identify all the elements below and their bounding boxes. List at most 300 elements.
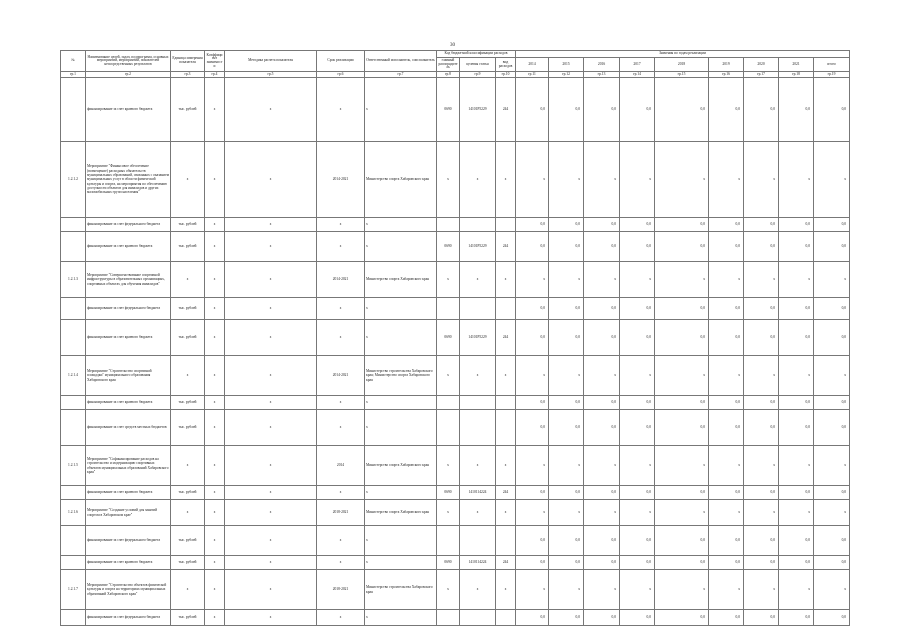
table-cell: х [225,298,317,320]
table-cell: х [205,232,225,262]
table-cell: финансирование за счет краевого бюджета [86,232,171,262]
table-cell: х [620,446,655,486]
table-cell: 2014-2021 [317,142,365,218]
table-cell: х [437,570,460,610]
table-cell: х [225,526,317,556]
table-cell: х [225,218,317,232]
table-cell: х [744,570,779,610]
table-cell: х [744,262,779,298]
table-cell: Министерство спорта Хабаровского края [365,446,437,486]
table-cell: 1.2.1.3 [61,262,86,298]
header-year: 2020 [744,58,779,72]
table-cell: финансирование за счет федерального бюджета [86,526,171,556]
table-cell: х [225,262,317,298]
table-cell: х [205,78,225,142]
table-cell: 0,0 [584,526,620,556]
table-cell: х [549,446,584,486]
table-cell: х [365,232,437,262]
table-cell: х [709,142,744,218]
header-name: Наименование целей, задач, подпрограмм, основных мероприятий, мероприятий, показателей непосредственных результатов [86,51,171,72]
table-cell: 0,0 [814,410,850,446]
table-cell: тыс. рублей [171,218,205,232]
table-cell: х [814,356,850,396]
table-cell: 244 [496,232,516,262]
table-cell: х [655,500,709,526]
table-cell: 0,0 [709,486,744,500]
table-row [61,232,850,262]
table-cell: х [549,500,584,526]
table-cell: 0,0 [584,486,620,500]
column-number: гр.1 [61,72,86,78]
table-cell [496,218,516,232]
table-cell: х [709,570,744,610]
table-cell: 0,0 [744,410,779,446]
table-cell: х [171,500,205,526]
table-cell: х [205,446,225,486]
header-budget-col: целевая статья [460,58,496,72]
table-cell: тыс. рублей [171,396,205,410]
table-cell [61,396,86,410]
table-cell: х [365,298,437,320]
table-cell: 0,0 [814,556,850,570]
table-cell [460,526,496,556]
table-cell: х [744,356,779,396]
table-cell: х [317,232,365,262]
column-number: гр.7 [365,72,437,78]
header-coef: Коэффициент значимости [205,51,225,72]
table-cell: 0,0 [549,556,584,570]
table-row [61,320,850,356]
table-cell: х [516,142,549,218]
page-number: 30 [450,43,455,48]
table-cell: тыс. рублей [171,78,205,142]
table-cell: 244 [496,556,516,570]
table-cell: х [205,556,225,570]
table-cell: 0,0 [779,218,814,232]
column-number: гр.10 [496,72,516,78]
table-cell: х [437,262,460,298]
table-cell: х [814,446,850,486]
table-cell: 0,0 [516,486,549,500]
table-cell: х [779,446,814,486]
table-cell [496,396,516,410]
table-cell: х [317,218,365,232]
table-cell: финансирование за счет краевого бюджета [86,486,171,500]
table-cell: 0,0 [620,218,655,232]
table-cell: 0,0 [584,232,620,262]
table-row [61,500,850,526]
table-cell: х [171,142,205,218]
table-cell: финансирование за счет краевого бюджета [86,78,171,142]
column-number: гр.19 [814,72,850,78]
header-responsible: Ответственный исполнитель, соисполнитель [365,51,437,72]
table-cell: х [549,570,584,610]
table-cell [460,298,496,320]
table-cell: 0,0 [814,486,850,500]
table-cell: 0,0 [516,396,549,410]
table-cell: 0,0 [516,320,549,356]
table-cell: 0,0 [814,396,850,410]
table-cell: 0,0 [549,218,584,232]
table-cell: 0,0 [744,556,779,570]
table-cell: х [205,526,225,556]
table-cell: 0690 [437,78,460,142]
table-cell: 0690 [437,486,460,500]
table-row [61,356,850,396]
table-cell: х [205,142,225,218]
table-cell: 0,0 [584,320,620,356]
table-cell: х [225,320,317,356]
table-cell: х [460,142,496,218]
table-cell: 0,0 [549,232,584,262]
column-number: гр.13 [584,72,620,78]
table-cell: х [317,610,365,626]
table-cell [61,486,86,500]
table-cell: 0,0 [814,298,850,320]
table-cell: 0,0 [655,410,709,446]
table-cell: х [317,486,365,500]
table-cell: 14101Р5229 [460,232,496,262]
table-cell: 244 [496,320,516,356]
table-cell: х [584,446,620,486]
table-cell: х [225,500,317,526]
table-row [61,556,850,570]
table-cell: 0,0 [516,78,549,142]
header-budget-col: главный распорядитель [437,58,460,72]
table-cell: х [516,262,549,298]
table-cell: х [205,570,225,610]
header-unit: Единица измерения показателя [171,51,205,72]
table-cell: х [744,446,779,486]
table-cell: финансирование за счет краевого бюджета [86,320,171,356]
table-cell: 0,0 [779,556,814,570]
table-cell [61,298,86,320]
table-cell: 0,0 [655,298,709,320]
table-cell: х [205,410,225,446]
table-cell: х [365,396,437,410]
table-cell: х [225,486,317,500]
table-cell: 0,0 [549,526,584,556]
table-row [61,526,850,556]
table-cell: х [317,78,365,142]
table-cell: тыс. рублей [171,486,205,500]
table-cell: х [205,396,225,410]
column-number: гр.17 [744,72,779,78]
table-cell: 0,0 [814,78,850,142]
table-cell: х [584,262,620,298]
table-cell: Мероприятие "Создание условий для занятий спортом в Хабаровском крае" [86,500,171,526]
table-cell: х [205,356,225,396]
table-cell: 0,0 [779,232,814,262]
table-cell: х [437,356,460,396]
table-cell: Мероприятие "Строительство спортивной площадки" муниципального образования Хабаровского края [86,356,171,396]
table-cell: х [655,570,709,610]
header-year: 2015 [549,58,584,72]
table-cell [61,410,86,446]
table-cell: 0,0 [620,410,655,446]
table-cell: 0,0 [744,232,779,262]
table-cell: х [317,526,365,556]
table-cell: х [317,396,365,410]
table-cell: 0,0 [516,298,549,320]
column-number: гр.9 [460,72,496,78]
table-cell: 2014-2021 [317,262,365,298]
header-year: 2019 [709,58,744,72]
table-cell: х [225,446,317,486]
table-cell: х [317,320,365,356]
table-cell: тыс. рублей [171,298,205,320]
column-number: гр.18 [779,72,814,78]
table-cell: Министерство строительства Хабаровского края [365,570,437,610]
table-cell: х [496,570,516,610]
table-row [61,78,850,142]
table-cell: 0,0 [744,486,779,500]
table-cell: 0,0 [584,410,620,446]
table-cell: 0,0 [709,298,744,320]
table-cell: тыс. рублей [171,526,205,556]
table-cell: х [460,570,496,610]
table-row [61,446,850,486]
table-cell: 0,0 [709,232,744,262]
table-cell: 0,0 [620,486,655,500]
table-cell: 0,0 [584,610,620,626]
header-budget-group: Код бюджетной классификации расходов [437,51,516,58]
table-row [61,396,850,410]
table-cell: 0,0 [620,78,655,142]
table-cell [496,298,516,320]
table-cell: 0,0 [549,396,584,410]
table-cell: 0,0 [620,320,655,356]
table-cell: 2014-2021 [317,356,365,396]
table-cell: х [779,262,814,298]
table-cell: х [225,142,317,218]
table-cell: 1410114224 [460,486,496,500]
table-cell: 0,0 [779,78,814,142]
column-number: гр.8 [437,72,460,78]
table-cell: 1410114224 [460,556,496,570]
table-cell: 0,0 [655,78,709,142]
table-cell: 1.2.1.2 [61,142,86,218]
table-cell: х [744,142,779,218]
table-cell: 14101Р5229 [460,78,496,142]
table-cell: х [620,262,655,298]
table-cell: х [225,78,317,142]
table-cell: 0,0 [779,526,814,556]
table-cell: 0,0 [549,610,584,626]
table-cell: 0,0 [584,298,620,320]
table-cell: 0,0 [655,218,709,232]
table-cell: 0,0 [779,486,814,500]
table-cell: х [814,500,850,526]
header-year: 2018 [655,58,709,72]
table-cell: х [496,356,516,396]
column-number: гр.11 [516,72,549,78]
table-cell [61,78,86,142]
table-cell: х [365,78,437,142]
table-cell: Министерство спорта Хабаровского края [365,262,437,298]
table-cell: 0,0 [620,556,655,570]
table-cell: 0,0 [709,218,744,232]
column-number: гр.4 [205,72,225,78]
header-year: 2021 [779,58,814,72]
table-cell: х [584,142,620,218]
table-cell: х [365,556,437,570]
table-cell [496,410,516,446]
table-cell: 0,0 [709,556,744,570]
table-cell [437,298,460,320]
table-cell: финансирование за счет средств местных бюджетов [86,410,171,446]
table-cell: х [620,142,655,218]
column-number: гр.16 [709,72,744,78]
table-cell [437,218,460,232]
table-row [61,486,850,500]
table-cell: х [225,356,317,396]
table-cell: х [365,410,437,446]
table-cell: 0,0 [779,410,814,446]
table-cell: 0,0 [709,410,744,446]
table-cell: 0,0 [655,556,709,570]
table-cell: х [620,500,655,526]
table-cell: 0,0 [584,78,620,142]
table-cell: 1.2.1.6 [61,500,86,526]
table-cell: х [516,446,549,486]
table-cell: Министерство строительства Хабаровского края; Министерство спорта Хабаровского края [365,356,437,396]
table-cell: х [779,500,814,526]
header-year: 2014 [516,58,549,72]
header-year: итого [814,58,850,72]
table-cell: х [709,262,744,298]
table-cell [61,320,86,356]
table-cell: финансирование за счет краевого бюджета [86,396,171,410]
table-cell [460,610,496,626]
table-cell: х [460,446,496,486]
table-cell [61,526,86,556]
table-cell: 0,0 [516,410,549,446]
table-cell: 0,0 [655,396,709,410]
table-cell: х [655,142,709,218]
table-cell [496,526,516,556]
table-cell: х [814,262,850,298]
table-cell: 0,0 [549,320,584,356]
table-cell: финансирование за счет федерального бюджета [86,298,171,320]
table-cell: 0,0 [620,232,655,262]
table-cell: х [549,262,584,298]
table-cell: 0,0 [584,556,620,570]
table-cell: Мероприятие "Софинансирование расходов на строительство и модернизацию спортивных объектов муниципальных образований Хабаровского края" [86,446,171,486]
table-cell: х [171,356,205,396]
column-number: гр.6 [317,72,365,78]
table-cell: 244 [496,486,516,500]
table-cell: х [225,396,317,410]
table-cell: х [496,262,516,298]
table-cell: 0,0 [709,320,744,356]
table-row [61,410,850,446]
table-cell [437,410,460,446]
table-cell: х [205,298,225,320]
table-cell: 0,0 [620,610,655,626]
table-cell: х [655,262,709,298]
table-cell: 0,0 [709,610,744,626]
table-cell: Мероприятие "Финансовое обеспечение (возмещение) расходных обязательств муниципальных образований, связанных с оказанием муниципальных услуг в области физической культуры и спорта, на мероприятия по обеспечению доступности объектов для инвалидов и других маломобильных групп населения" [86,142,171,218]
table-cell: х [460,262,496,298]
table-cell: финансирование за счет краевого бюджета [86,556,171,570]
table-cell: х [779,570,814,610]
table-row [61,142,850,218]
table-cell: х [365,486,437,500]
table-cell: х [317,298,365,320]
table-cell: х [496,500,516,526]
table-cell: 0,0 [620,526,655,556]
table-cell: 0,0 [516,232,549,262]
table-cell: Мероприятие "Совершенствование спортивной инфраструктуры в образовательных организациях, спортивных объектах для обучения инвалидов" [86,262,171,298]
table-cell: х [437,500,460,526]
table-cell: х [709,500,744,526]
table-cell: 0,0 [744,320,779,356]
header-term: Срок реализации [317,51,365,72]
table-cell: х [205,320,225,356]
table-cell: х [516,570,549,610]
header-values-group: Значения по годам реализации [516,51,850,58]
table-cell: тыс. рублей [171,320,205,356]
table-cell: 0,0 [584,396,620,410]
table-cell: х [516,356,549,396]
table-cell: х [549,356,584,396]
table-cell: финансирование за счет федерального бюджета [86,218,171,232]
table-cell: х [205,610,225,626]
table-cell: 1.2.1.4 [61,356,86,396]
table-cell: 1.2.1.5 [61,446,86,486]
table-cell: 0,0 [655,610,709,626]
table-cell: х [779,142,814,218]
table-cell: х [365,610,437,626]
table-cell: х [225,232,317,262]
table-cell [460,218,496,232]
table-cell: Министерство спорта Хабаровского края [365,500,437,526]
table-cell: х [317,556,365,570]
table-cell: х [584,356,620,396]
table-cell: 0,0 [516,556,549,570]
table-cell: х [814,142,850,218]
table-cell [61,232,86,262]
table-cell: 0,0 [516,610,549,626]
table-cell: тыс. рублей [171,232,205,262]
column-number: гр.14 [620,72,655,78]
table-row [61,262,850,298]
table-cell [437,526,460,556]
program-table [60,50,850,626]
table-cell: тыс. рублей [171,556,205,570]
table-cell: х [460,356,496,396]
table-cell [460,410,496,446]
table-cell [61,218,86,232]
table-cell: х [779,356,814,396]
table-row [61,610,850,626]
table-cell: 244 [496,78,516,142]
table-cell: 14101Р5229 [460,320,496,356]
table-row [61,298,850,320]
header-budget-col: вид расходов [496,58,516,72]
table-cell: финансирование за счет федерального бюджета [86,610,171,626]
table-cell: х [205,262,225,298]
table-cell: х [365,218,437,232]
table-cell: 2018-2021 [317,500,365,526]
column-number: гр.2 [86,72,171,78]
table-cell: 0,0 [744,78,779,142]
table-cell: тыс. рублей [171,410,205,446]
table-cell: х [171,570,205,610]
table-cell [61,556,86,570]
table-cell: 0,0 [584,218,620,232]
